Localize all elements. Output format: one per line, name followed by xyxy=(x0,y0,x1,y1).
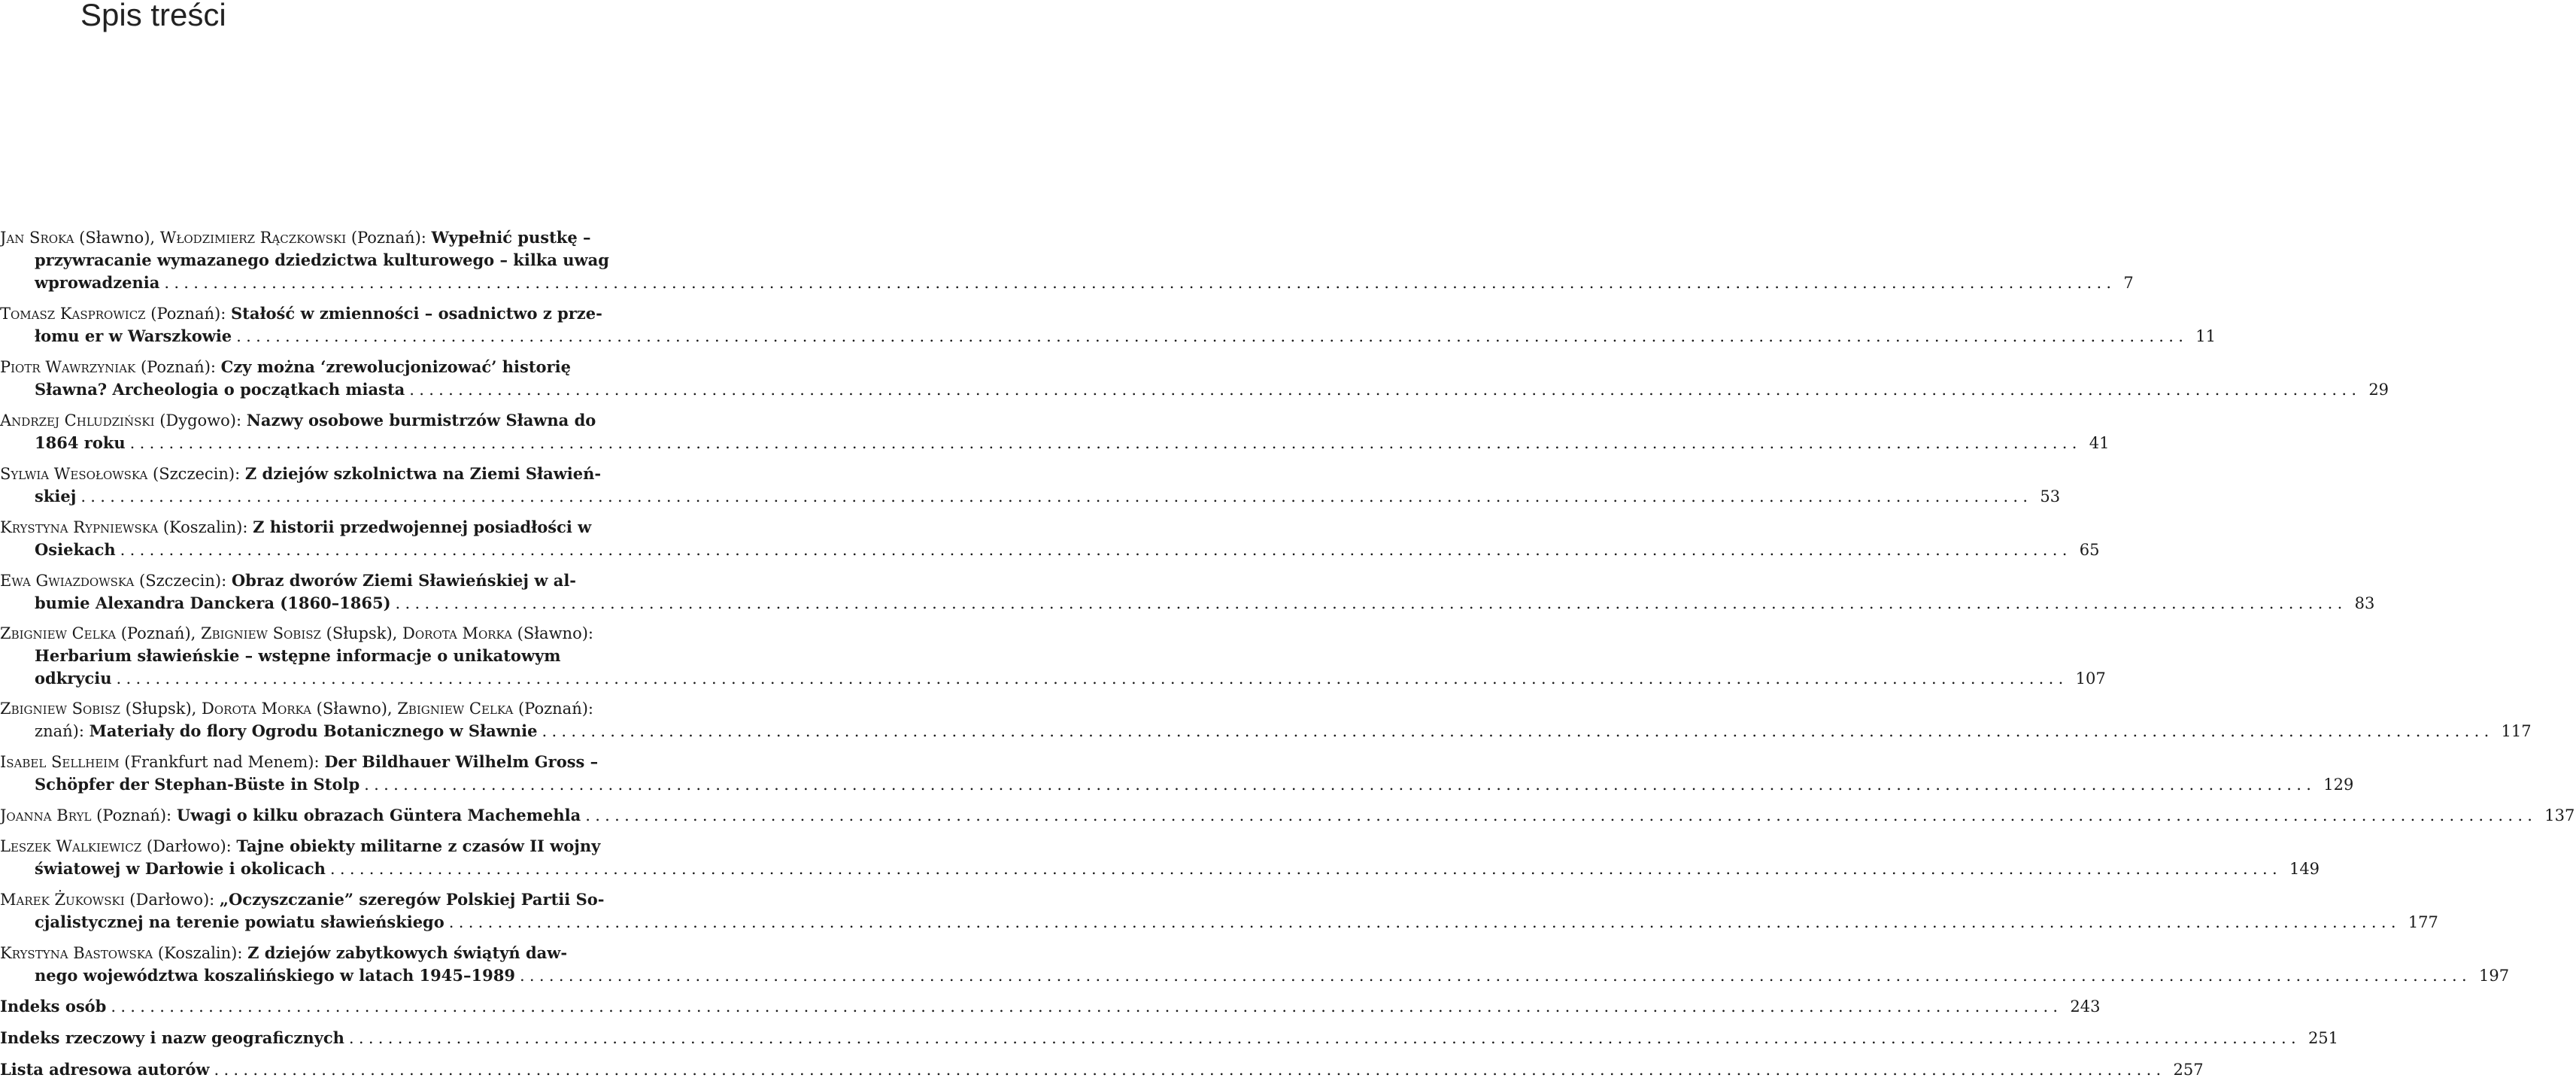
dot-leader: ........................................................................................................................................................................................................ xyxy=(116,669,2068,688)
dot-leader: ........................................................................................................................................................................................................ xyxy=(395,594,2347,612)
toc-index-entry[interactable] xyxy=(0,1058,2204,1081)
toc-entry[interactable] xyxy=(0,516,2100,561)
dot-leader: ........................................................................................................................................................................................................ xyxy=(542,722,2494,740)
toc-entry-title-last-line: skiej xyxy=(35,487,77,506)
toc-entry[interactable] xyxy=(0,835,2320,880)
dot-leader: ........................................................................................................................................................................................................ xyxy=(348,1029,2301,1047)
toc-page-number: 65 xyxy=(2079,541,2100,559)
toc-authors: Krystyna Bastowska (Koszalin): xyxy=(0,944,248,962)
toc-authors: Sylwia Wesołowska (Szczecin): xyxy=(0,465,245,483)
table-of-contents xyxy=(0,226,2575,1090)
toc-entry-heading xyxy=(0,409,657,432)
toc-authors: Leszek Walkiewicz (Darłowo): xyxy=(0,837,237,855)
toc-entry-title-last-line: bumie Alexandra Danckera (1860–1865) xyxy=(35,594,391,612)
toc-entry-title-last-line: cjalistycznej na terenie powiatu sławieńskiego xyxy=(35,912,445,931)
toc-page-number: 117 xyxy=(2501,722,2532,740)
toc-authors: Zbigniew Celka (Poznań), Zbigniew Sobisz (Słupsk), Dorota Morka (Sławno): xyxy=(0,624,593,642)
toc-entry-title: Tajne obiekty militarne z czasów II wojny xyxy=(236,836,601,855)
toc-entry-title-last-line: Sławna? Archeologia o początkach miasta xyxy=(35,380,405,399)
toc-page-number: 257 xyxy=(2173,1061,2204,1079)
toc-entry[interactable] xyxy=(0,463,2061,508)
toc-leader-row xyxy=(0,485,2061,508)
toc-entry-title: „Oczyszczanie” szeregów Polskiej Partii So- xyxy=(219,890,605,909)
toc-authors: Joanna Bryl (Poznań): xyxy=(0,806,177,824)
toc-entry-heading xyxy=(0,751,657,773)
toc-page-number: 137 xyxy=(2544,806,2575,824)
toc-entry[interactable] xyxy=(0,409,2110,454)
toc-leader-row xyxy=(0,325,2216,348)
toc-entry-title-last-line: wprowadzenia xyxy=(35,273,160,292)
toc-entry[interactable] xyxy=(0,226,2134,294)
toc-entry-title-last-line: łomu er w Warszkowie xyxy=(35,326,232,345)
toc-entry-title: Z historii przedwojennej posiadłości w xyxy=(253,518,592,536)
toc-entry-title: Czy można ‘zrewolucjonizować’ historię xyxy=(220,357,571,376)
toc-authors: Marek Żukowski (Darłowo): xyxy=(0,891,220,909)
toc-index-entry[interactable] xyxy=(0,1027,2339,1049)
toc-authors: Krystyna Rypniewska (Koszalin): xyxy=(0,518,253,536)
toc-entry-heading xyxy=(0,302,657,325)
toc-entry-text xyxy=(0,804,581,827)
toc-leader-row xyxy=(0,378,2389,401)
toc-page-number: 7 xyxy=(2123,274,2134,292)
toc-entry[interactable] xyxy=(0,942,2510,987)
toc-page-number: 29 xyxy=(2368,381,2389,399)
toc-entry-title: Nazwy osobowe burmistrzów Sławna do xyxy=(246,411,596,430)
toc-entry-title: Z dziejów zabytkowych świątyń daw- xyxy=(247,943,568,962)
dot-leader: ........................................................................................................................................................................................................ xyxy=(129,434,2082,452)
toc-entry-title: Herbarium sławieńskie – wstępne informacje o unikatowym xyxy=(35,646,561,665)
dot-leader: ........................................................................................................................................................................................................ xyxy=(409,381,2362,399)
toc-leader-row xyxy=(0,432,2110,454)
toc-entry-title: Der Bildhauer Wilhelm Gross – xyxy=(324,752,599,771)
dot-leader: ........................................................................................................................................................................................................ xyxy=(329,860,2282,878)
dot-leader: ........................................................................................................................................................................................................ xyxy=(214,1061,2166,1079)
toc-page-number: 41 xyxy=(2089,434,2110,452)
page-title: Spis treści xyxy=(80,0,226,32)
dot-leader: ........................................................................................................................................................................................................ xyxy=(236,327,2189,345)
toc-page-number: 11 xyxy=(2195,327,2216,345)
toc-page-number: 197 xyxy=(2479,967,2510,985)
toc-entry-heading xyxy=(0,226,657,272)
toc-leader-row xyxy=(0,720,2532,742)
toc-entry-title-last-line: odkryciu xyxy=(35,669,112,688)
toc-page-number: 129 xyxy=(2323,776,2354,794)
toc-entry-heading xyxy=(0,356,657,378)
toc-entry-title: Stałość w zmienności – osadnictwo z prze- xyxy=(230,304,602,323)
toc-entry[interactable] xyxy=(0,302,2216,348)
toc-entry-title-last-line: Osiekach xyxy=(35,540,116,559)
toc-page-number: 53 xyxy=(2040,487,2061,506)
toc-leader-row xyxy=(0,995,2101,1018)
toc-authors: Tomasz Kasprowicz (Poznań): xyxy=(0,305,231,323)
dot-leader: ........................................................................................................................................................................................................ xyxy=(448,913,2401,931)
toc-entry[interactable] xyxy=(0,356,2389,401)
dot-leader: ........................................................................................................................................................................................................ xyxy=(585,806,2538,824)
toc-entry[interactable] xyxy=(0,888,2438,934)
toc-entry-heading xyxy=(0,698,657,720)
toc-entry-heading xyxy=(0,835,657,858)
toc-leader-row xyxy=(0,1027,2339,1049)
toc-entry-heading xyxy=(0,463,657,485)
toc-leader-row xyxy=(0,1058,2204,1081)
toc-page-number: 243 xyxy=(2070,997,2101,1016)
toc-authors: Ewa Gwiazdowska (Szczecin): xyxy=(0,572,232,590)
toc-entry-title: Wypełnić pustkę – przywracanie wymazanego dziedzictwa kulturowego – kilka uwag xyxy=(35,228,609,269)
dot-leader: ........................................................................................................................................................................................................ xyxy=(80,487,2033,506)
toc-entry-title-last-line: 1864 roku xyxy=(35,433,126,452)
toc-page-number: 149 xyxy=(2289,860,2320,878)
toc-page-number: 177 xyxy=(2408,913,2438,931)
toc-entry[interactable] xyxy=(0,804,2575,827)
toc-leader-row xyxy=(0,911,2438,934)
toc-leader-row xyxy=(0,592,2375,615)
toc-index-entry[interactable] xyxy=(0,995,2101,1018)
toc-leader-row xyxy=(0,858,2320,880)
toc-entry-heading xyxy=(0,623,657,667)
dot-leader: ........................................................................................................................................................................................................ xyxy=(111,997,2063,1016)
toc-entry-title: Obraz dworów Ziemi Sławieńskiej w al- xyxy=(231,571,577,590)
toc-entry-heading xyxy=(0,888,657,911)
toc-page-number: 251 xyxy=(2307,1029,2339,1047)
toc-leader-row xyxy=(0,539,2100,561)
toc-leader-row xyxy=(0,272,2134,294)
dot-leader: ........................................................................................................................................................................................................ xyxy=(164,274,2116,292)
toc-entry-title: Uwagi o kilku obrazach Güntera Machemehla xyxy=(176,806,581,824)
dot-leader: ........................................................................................................................................................................................................ xyxy=(364,776,2317,794)
toc-entry-title-last-line: Lista adresowa autorów xyxy=(0,1060,210,1079)
toc-entry[interactable] xyxy=(0,623,2106,690)
toc-entry-heading xyxy=(0,569,657,592)
toc-entry-title-last-line: znań): Materiały do flory Ogrodu Botanicznego w Sławnie xyxy=(35,721,538,740)
toc-entry-heading xyxy=(0,942,657,964)
toc-entry[interactable] xyxy=(0,569,2375,615)
toc-entry-title-last-line: światowej w Darłowie i okolicach xyxy=(35,859,326,878)
toc-entry-title-last-line: Indeks osób xyxy=(0,997,107,1016)
toc-authors: Jan Sroka (Sławno), Włodzimierz Rączkowski (Poznań): xyxy=(0,229,432,247)
toc-entry[interactable] xyxy=(0,751,2354,796)
toc-entry-title-last-line: nego województwa koszalińskiego w latach 1945–1989 xyxy=(35,966,515,985)
toc-authors: Andrzej Chludziński (Dygowo): xyxy=(0,411,247,430)
toc-page-number: 107 xyxy=(2075,669,2106,688)
toc-authors: Isabel Sellheim (Frankfurt nad Menem): xyxy=(0,753,325,771)
toc-entry-title: Z dziejów szkolnictwa na Ziemi Sławień- xyxy=(244,464,602,483)
dot-leader: ........................................................................................................................................................................................................ xyxy=(120,541,2072,559)
toc-page-number: 83 xyxy=(2354,594,2375,612)
toc-entry-title-last-line: Indeks rzeczowy i nazw geograficznych xyxy=(0,1028,344,1047)
toc-affiliation: znań): xyxy=(35,722,90,740)
toc-authors: Piotr Wawrzyniak (Poznań): xyxy=(0,358,221,376)
toc-leader-row xyxy=(0,964,2510,987)
toc-leader-row xyxy=(0,804,2575,827)
toc-authors: Zbigniew Sobisz (Słupsk), Dorota Morka (Sławno), Zbigniew Celka (Poznań): xyxy=(0,700,593,718)
toc-leader-row xyxy=(0,773,2354,796)
toc-entry[interactable] xyxy=(0,698,2532,742)
toc-entry-heading xyxy=(0,516,657,539)
dot-leader: ........................................................................................................................................................................................................ xyxy=(519,967,2472,985)
toc-entry-title-last-line: Schöpfer der Stephan-Büste in Stolp xyxy=(35,775,360,794)
toc-leader-row xyxy=(0,667,2106,690)
